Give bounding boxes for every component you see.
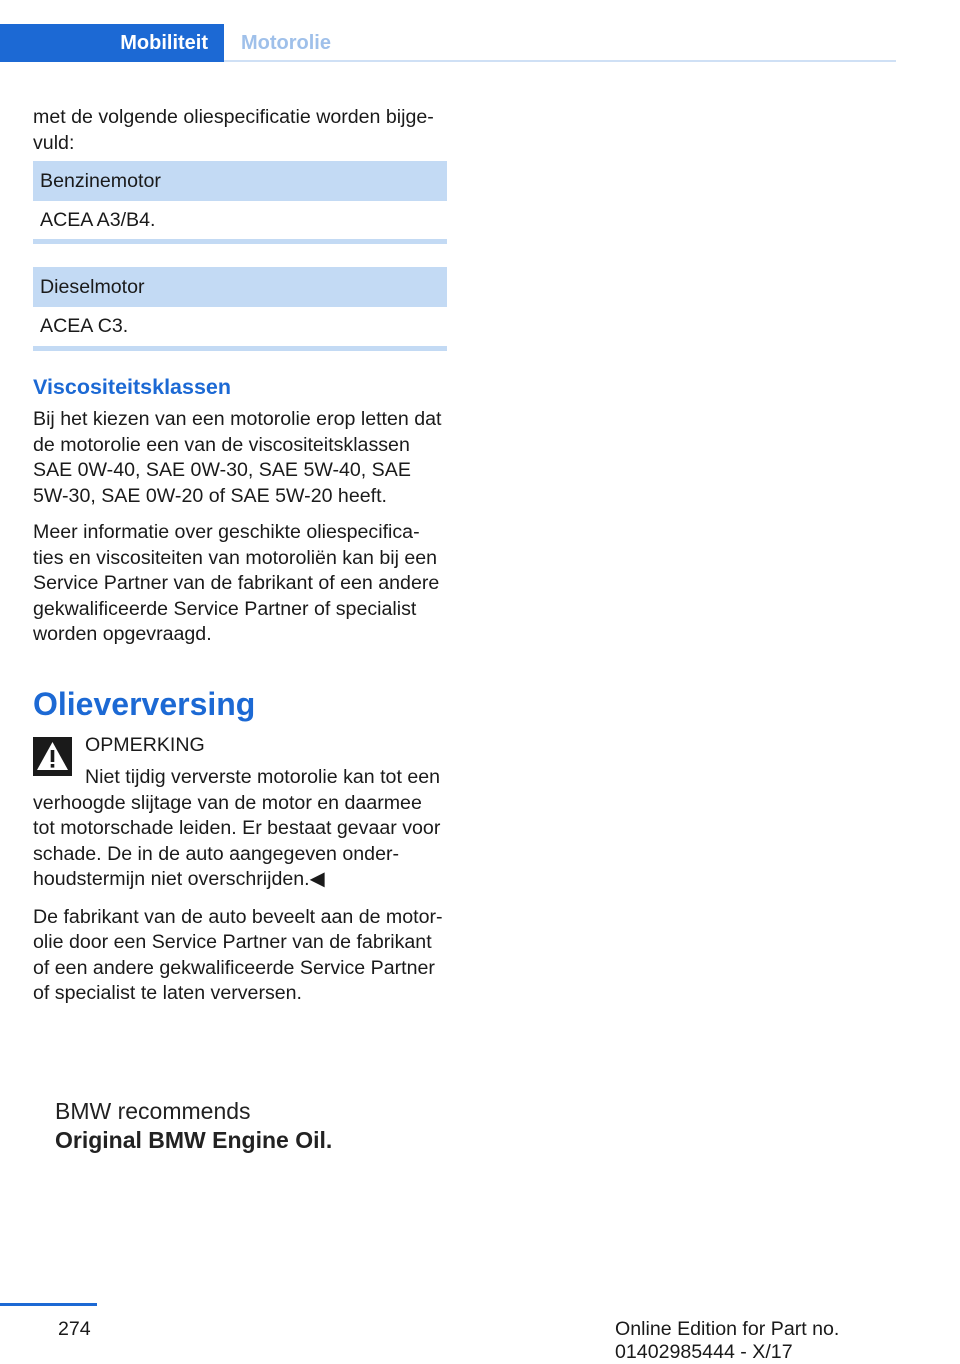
oil-change-heading: Olieverversing: [33, 686, 256, 722]
oil-change-paragraph: De fabrikant van de auto beveelt aan de motor-olie door een Service Partner van de fabrikant of een andere gekwalificeerde Service Partner of specialist te laten verversen.: [33, 905, 443, 1004]
edition-note: Online Edition for Part no. 01402985444 - X/17: [615, 1318, 840, 1363]
footer-divider: [0, 1303, 97, 1306]
viscosity-heading: Viscositeitsklassen: [33, 375, 232, 399]
bmw-recommends-line1: BMW recommends: [55, 1098, 251, 1124]
viscosity-block: [33, 407, 447, 648]
spec-label-diesel: Dieselmotor: [33, 267, 447, 307]
spec-label-petrol: Benzinemotor: [33, 161, 447, 201]
spec-value-petrol: ACEA A3/B4.: [40, 209, 156, 231]
spec-divider: [33, 346, 447, 351]
spec-divider: [33, 239, 447, 244]
warning-text: Niet tijdig ververste motorolie kan tot een verhoogde slijtage van de motor en daarmee tot motorschade leiden. Er bestaat gevaar voor schade. De in de auto aangegeven onder-houdstermijn niet overschrijden.◀: [33, 766, 441, 890]
intro-text: met de volgende oliespecificatie worden bijge-vuld:: [33, 106, 434, 154]
spec-value-diesel: ACEA C3.: [40, 315, 129, 337]
tab-mobiliteit[interactable]: Mobiliteit: [0, 24, 224, 62]
viscosity-paragraph-2: Meer informatie over geschikte oliespecifica-ties en viscositeiten van motoroliën kan bij een Service Partner van de fabrikant of een andere gekwalificeerde Service Partner of specialist worden opgevraagd.: [33, 521, 440, 645]
viscosity-paragraph-1: Bij het kiezen van een motorolie erop letten dat de motorolie een van de viscositeitsklassen SAE 0W-40, SAE 0W-30, SAE 5W-40, SAE 5W-30, SAE 0W-20 of SAE 5W-20 heeft.: [33, 408, 442, 507]
bmw-recommends-note: [55, 1097, 332, 1155]
intro-block: [33, 104, 447, 156]
tab-motorolie[interactable]: Motorolie: [241, 31, 331, 54]
page-number: 274: [58, 1318, 91, 1340]
warning-block: [33, 765, 447, 1007]
header-divider: [224, 60, 896, 62]
bmw-recommends-line2: Original BMW Engine Oil.: [55, 1127, 333, 1153]
page-header: [0, 0, 960, 62]
warning-title: OPMERKING: [85, 734, 205, 756]
